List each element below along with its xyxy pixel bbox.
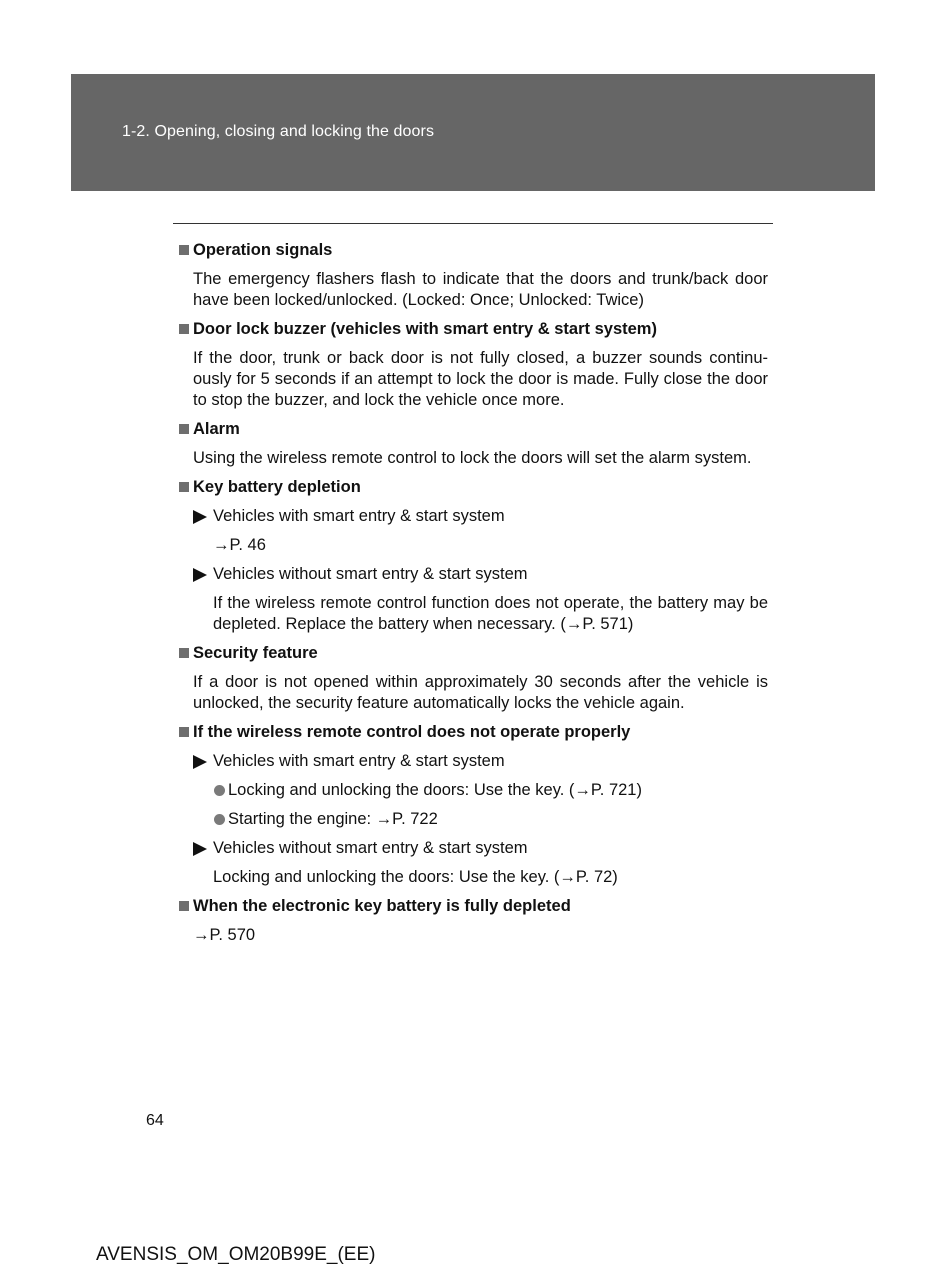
list-item	[193, 838, 768, 859]
paragraph-operation-signals: The emergency flashers flash to indicate that the doors and trunk/back door have been locked/unlocked. (Locked: Once; Unlocked: Twice)	[193, 270, 768, 309]
heading-text: Security feature	[193, 644, 318, 662]
heading-electronic-key-battery	[178, 896, 768, 917]
bullet-item	[213, 780, 768, 801]
square-bullet-icon	[179, 424, 189, 434]
heading-security-feature	[178, 643, 768, 664]
list-item-detail: Locking and unlocking the doors: Use the key. (→P. 72)	[213, 868, 618, 886]
heading-door-lock-buzzer	[178, 319, 768, 340]
bullet-text: Starting the engine: →P. 722	[228, 810, 438, 828]
header-band	[71, 74, 875, 191]
heading-text: If the wireless remote control does not operate properly	[193, 723, 631, 741]
triangle-right-icon	[193, 568, 207, 582]
list-item-detail: If the wireless remote control function does not operate, the battery may be depleted. Replace the battery when necessary. (→P. 571)	[213, 594, 768, 633]
list-item	[193, 506, 768, 527]
heading-text: Operation signals	[193, 241, 333, 259]
header-rule	[173, 223, 773, 224]
heading-wireless-remote	[178, 722, 768, 743]
list-item-label: Vehicles with smart entry & start system	[213, 752, 505, 770]
heading-key-battery-depletion	[178, 477, 768, 498]
square-bullet-icon	[179, 324, 189, 334]
triangle-right-icon	[193, 842, 207, 856]
paragraph-alarm: Using the wireless remote control to lock the doors will set the alarm system.	[193, 449, 752, 467]
page-reference: →P. 570	[193, 926, 256, 944]
triangle-right-icon	[193, 510, 207, 524]
list-item	[193, 564, 768, 585]
circle-bullet-icon	[214, 814, 225, 825]
list-item-label: Vehicles with smart entry & start system	[213, 507, 505, 525]
section-title: 1-2. Opening, closing and locking the doors	[122, 123, 435, 140]
paragraph-security-feature: If a door is not opened within approximately 30 seconds after the vehicle is unlocked, the security feature automatically locks the vehicle again.	[193, 673, 768, 712]
bullet-text: Locking and unlocking the doors: Use the key. (→P. 721)	[228, 781, 642, 799]
square-bullet-icon	[179, 482, 189, 492]
heading-text: When the electronic key battery is fully depleted	[193, 897, 571, 915]
page-number: 64	[146, 1112, 164, 1129]
square-bullet-icon	[179, 727, 189, 737]
heading-text: Door lock buzzer (vehicles with smart entry & start system)	[193, 320, 657, 338]
list-item	[193, 751, 768, 772]
square-bullet-icon	[179, 245, 189, 255]
square-bullet-icon	[179, 901, 189, 911]
bullet-item	[213, 809, 768, 830]
list-item-label: Vehicles without smart entry & start system	[213, 565, 528, 583]
main-content	[178, 240, 768, 954]
list-item-label: Vehicles without smart entry & start system	[213, 839, 528, 857]
heading-alarm	[178, 419, 768, 440]
circle-bullet-icon	[214, 785, 225, 796]
heading-operation-signals	[178, 240, 768, 261]
heading-text: Alarm	[193, 420, 240, 438]
page-reference: →P. 46	[213, 536, 266, 554]
paragraph-door-lock-buzzer: If the door, trunk or back door is not fully closed, a buzzer sounds continu-ously for 5 seconds if an attempt to lock the door is made. Fully close the door to stop the buzzer, and lock the vehicle once more.	[193, 349, 768, 409]
triangle-right-icon	[193, 755, 207, 769]
document-code: AVENSIS_OM_OM20B99E_(EE)	[96, 1244, 376, 1265]
heading-text: Key battery depletion	[193, 478, 361, 496]
square-bullet-icon	[179, 648, 189, 658]
